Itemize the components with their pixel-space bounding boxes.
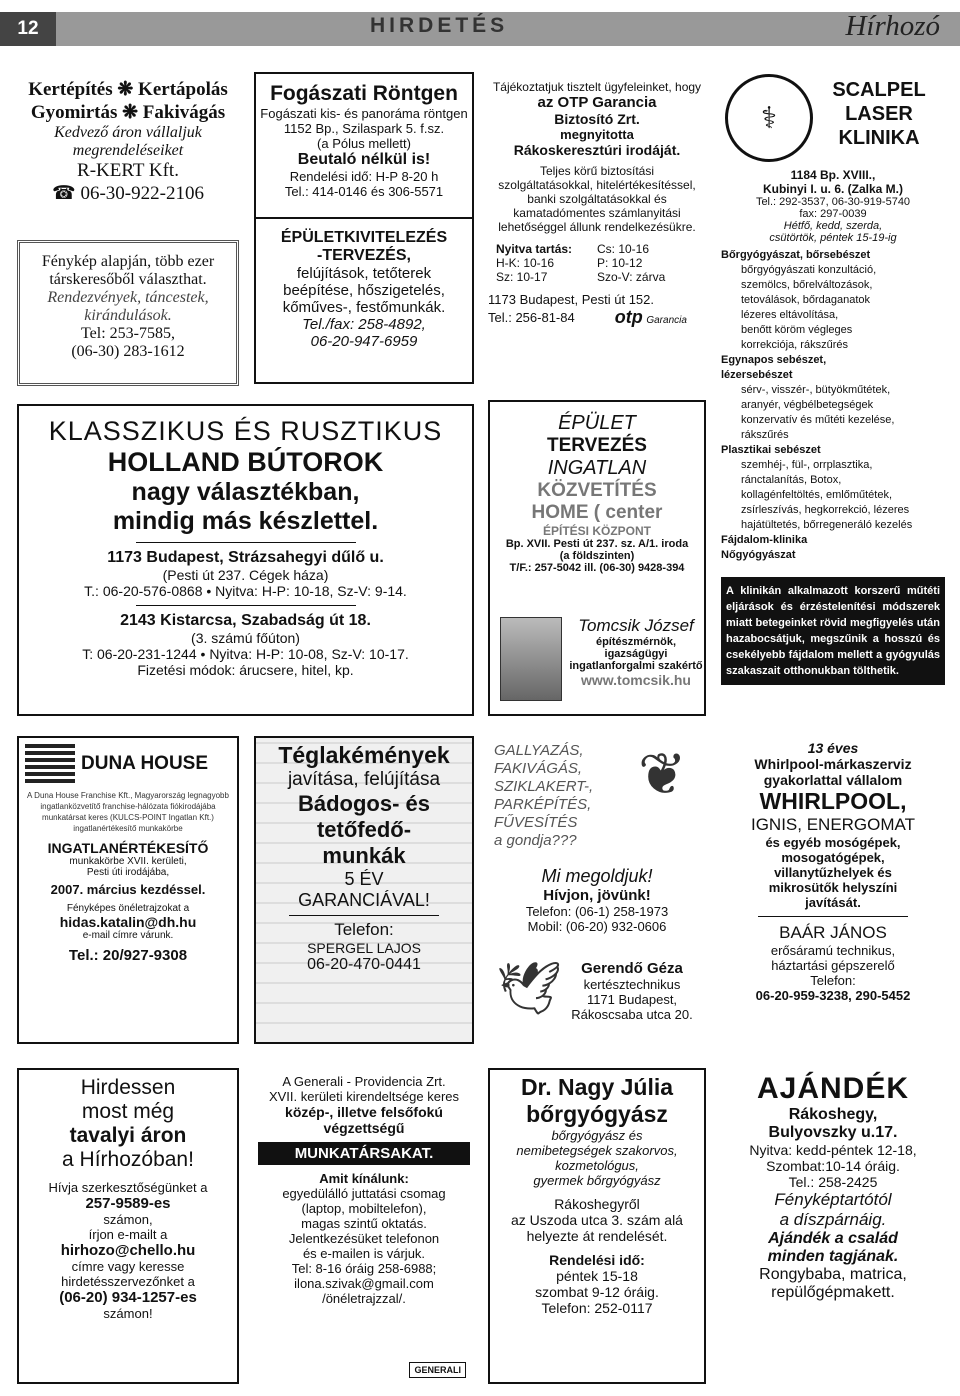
ad-text: nagy választékban, [131, 478, 360, 506]
ad-address: 1171 Budapest, [586, 992, 678, 1007]
ad-title: TERVEZÉS [547, 435, 647, 456]
ad-text: Rendelési idő: H-P 8-20 h [289, 169, 439, 184]
ad-phone: Tel./fax: 258-4892, [302, 316, 426, 333]
ad-text: (3. számú főúton) [191, 630, 300, 646]
ad-text: aranyér, végbélbetegségek [741, 399, 874, 411]
ad-name: Tomcsik József [578, 616, 694, 635]
ad-text: egyedülálló juttatási csomag [282, 1186, 446, 1201]
ad-text: XVII. kerületi kirendeltsége keres [268, 1089, 460, 1104]
ad-text: Fénykép alapján, több ezer [41, 253, 215, 270]
ad-text: FŰVESÍTÉS [494, 814, 578, 831]
ad-text: lehetőséggel állunk rendelkezésükre. [498, 220, 696, 234]
ad-subtitle: Egynapos sebészet, [721, 354, 827, 366]
ad-text: a díszpárnáig. [779, 1210, 887, 1229]
ad-text: (a földszinten) [559, 550, 635, 562]
ad-name: BAÁR JÁNOS [779, 923, 887, 942]
ad-text: igazságügyi [604, 648, 668, 660]
ad-text: 1152 Bp., Szilaspark 5. f.sz. [283, 121, 445, 136]
ad-title: tavalyi áron [69, 1124, 187, 1147]
ad-text: megnyitotta [560, 127, 634, 142]
ad-text: minden tagjának. [767, 1248, 899, 1265]
ad-text: mosogatógépek, [781, 850, 885, 865]
ad-email: ilona.szivak@gmail.com [294, 1276, 434, 1291]
page-number: 12 [0, 12, 56, 46]
ad-text: nemibetegségek szakorvos, [516, 1143, 678, 1158]
clinic-note: A klinikán alkalmazott korszerű műtéti eljárások és érzéstelenítési módszerek miatt betegeinket rövid megfigyelés után hazabocsátjuk, megszűnik a hosszú és csekélyebb fájdalom mellett a gyógyulás szakaszait otthonukban tölthetik. [721, 577, 945, 685]
brand-logo: Hírhozó [845, 10, 940, 42]
ad-text: ingatlanforgalmi szakértő [569, 660, 703, 672]
ad-title: INGATLANÉRTÉKESÍTŐ [47, 840, 209, 856]
ad-text: 13 éves [807, 740, 859, 756]
ad-text: e-mail címre várunk. [82, 930, 174, 941]
ad-title: munkák [322, 843, 406, 868]
ad-text: helyezte át rendelését. [526, 1228, 668, 1244]
ad-text: benőtt köröm végleges [741, 324, 853, 336]
ad-tarskereso [17, 240, 239, 386]
ad-text: ránctalanítás, Botox, [741, 474, 842, 486]
ad-text: társkeresőből választhat. [49, 271, 207, 288]
ad-phone: T/F.: 257-5042 ill. (06-30) 9428-394 [509, 562, 685, 574]
ad-text: munkakörbe XVII. kerületi, [69, 856, 187, 867]
ad-text: Kertápolás [138, 79, 228, 100]
ad-text: mikrosütők helyszíni [768, 880, 898, 895]
ad-text: javítása, felújítása [287, 769, 441, 790]
ad-title: INGATLAN [547, 457, 647, 479]
ad-text: csütörtök, péntek 15-19-ig [769, 232, 897, 244]
ad-otp [488, 72, 706, 384]
ad-address: Bp. XVII. Pesti út 237. sz. A/1. iroda [505, 538, 689, 550]
ad-text: (laptop, mobiltelefon), [301, 1201, 427, 1216]
ad-text: végzettségű [323, 1120, 405, 1136]
ad-phone: 06-20-470-0441 [307, 956, 421, 973]
ad-name: Gerendő Géza [581, 960, 683, 977]
person-photo [500, 617, 562, 701]
ad-text: kertésztechnikus [583, 977, 681, 992]
ad-text: Fényképes önéletrajzokat a [66, 903, 190, 914]
ad-text: Hétfő, kedd, szerda, [783, 220, 883, 232]
ad-text: javítását. [805, 895, 861, 910]
caduceus-icon: ⚕ [760, 101, 778, 135]
ad-whirlpool [721, 736, 945, 1044]
ad-text: Hívjon, jövünk! [543, 887, 651, 904]
ad-duna-house [17, 736, 239, 1044]
ad-title: ÉPÜLET [558, 412, 636, 434]
ad-text: kozmetológus, [555, 1158, 639, 1173]
ad-text: szemölcs, bőrelváltozások, [741, 279, 873, 291]
ad-phone: Tel.: 256-81-84 [488, 310, 575, 325]
ad-email: hirhozo@chello.hu [60, 1242, 196, 1259]
ad-address: 1173 Budapest, Pesti út 152. [488, 292, 654, 307]
ad-hirdessen [17, 1068, 239, 1384]
ad-title: KLINIKA [838, 127, 920, 149]
ad-title: tetőfedő- [316, 817, 412, 842]
ad-phone: Tel: 8-16 óráig 258-6988; [291, 1261, 437, 1276]
ad-subtitle: lézersebészet [721, 369, 793, 381]
ad-text: kirándulások. [84, 307, 172, 324]
ad-text: Szombat:10-14 óráig. [766, 1158, 900, 1174]
ad-title: MUNKATÁRSAKAT. [258, 1142, 470, 1165]
ad-address: Bulyovszky u.17. [768, 1124, 898, 1141]
ad-subtitle: Amit kínálunk: [319, 1171, 409, 1186]
flower-icon: ❋ [122, 102, 139, 123]
ad-title: HOLLAND BÚTOROK [107, 447, 384, 477]
ad-text: Sz: 10-17 [496, 270, 548, 284]
ad-text: GARANCIÁVAL! [298, 890, 430, 910]
ad-text: számon, [103, 1212, 153, 1227]
ad-text: beépítése, hőszigetelés, [283, 282, 445, 299]
ad-text: H-K: 10-16 [496, 256, 555, 270]
ad-text: Fakivágás [142, 102, 226, 123]
generali-logo: GENERALI [409, 1362, 466, 1378]
ad-text: számon! [103, 1306, 153, 1321]
ad-text: Tájékoztatjuk tisztelt ügyfeleinket, hogy [492, 80, 702, 94]
ad-text: Rongybaba, matrica, [759, 1266, 907, 1283]
ad-title: WHIRLPOOL, [759, 788, 907, 814]
ad-text: írjon e-mailt a [88, 1227, 168, 1242]
heron-icon: 🕊 [496, 960, 563, 1018]
ad-text: péntek 15-18 [556, 1268, 638, 1284]
ad-text: gyakorlattal vállalom [763, 772, 903, 788]
ad-title: a Hírhozóban! [62, 1148, 194, 1171]
ad-phone: 06-20-947-6959 [310, 333, 418, 350]
ad-text: gyermek bőrgyógyász [533, 1173, 661, 1188]
ad-text: Rákoshegy, [788, 1106, 878, 1123]
ad-text: P: 10-12 [597, 256, 643, 270]
ad-text: közép-, illetve felsőfokú [285, 1104, 443, 1120]
ad-text: villanytűzhelyek és [774, 865, 892, 880]
ad-teglakemeny [254, 736, 474, 1044]
ad-text: rákszűrés [741, 429, 789, 441]
ad-title: Hirdessen [80, 1076, 176, 1099]
ad-text: banki szolgáltatásokkal és [527, 192, 667, 206]
ad-text: Fizetési módok: árucsere, hitel, kp. [137, 662, 354, 678]
ad-text: A Generali - Providencia Zrt. [282, 1074, 446, 1089]
ad-subtitle: Fájdalom-klinika [721, 534, 808, 546]
opening-hours [488, 242, 706, 284]
ad-text: 5 ÉV [344, 869, 384, 889]
ad-text: magas szintű oktatás. [301, 1216, 427, 1231]
ad-ajandek [721, 1068, 945, 1384]
ad-text: hajátültetés, bőrregeneráló kezelés [741, 519, 913, 531]
ad-title: bőrgyógyász [526, 1101, 668, 1127]
ad-text: lézeres eltávolítása, [741, 309, 839, 321]
ad-text: 2007. március kezdéssel. [50, 882, 206, 897]
ad-rkert [17, 72, 239, 222]
ad-title: AJÁNDÉK [756, 1072, 910, 1105]
ad-text: sérv-, visszér-, bütyökműtétek, [741, 384, 891, 396]
ad-title: Téglakémények [278, 742, 450, 768]
ad-scalpel [721, 72, 945, 716]
ad-text: Nyitva: kedd-péntek 12-18, [749, 1142, 917, 1158]
ad-name: SPERGEL LAJOS [307, 940, 421, 956]
ad-text: Pesti úti irodájába, [86, 867, 170, 878]
duna-house-logo-icon [25, 744, 75, 784]
ad-phone: (06-20) 934-1257-es [59, 1289, 197, 1306]
ad-text: kamatadómentes számlanyitási [513, 206, 681, 220]
ad-phone: (06-30) 283-1612 [71, 343, 185, 360]
ad-gallyazas [488, 736, 706, 1044]
section-title: HIRDETÉS [370, 14, 509, 37]
ad-phone: 06-30-922-2106 [80, 183, 204, 204]
ad-address: 1184 Bp. XVIII., [790, 168, 876, 182]
ad-phone: Telefon: 252-0117 [541, 1300, 653, 1316]
ad-address: Rákoscsaba utca 20. [571, 1007, 693, 1022]
ad-text: felújítások, tetőterek [296, 265, 432, 282]
ad-phone: Tel.: 258-2425 [788, 1174, 878, 1190]
ad-phone: fax: 297-0039 [799, 208, 867, 220]
ad-text: bőrgyógyász és [551, 1128, 643, 1143]
ad-text: és egyéb mosógépek, [765, 835, 901, 850]
ad-title: -TERVEZÉS, [317, 247, 411, 264]
ad-generali [254, 1068, 474, 1384]
ad-phone: Tel: 253-7585, [81, 325, 175, 342]
ad-text: szombat 9-12 óráig. [535, 1284, 659, 1300]
ad-text: és e-mailen is várjuk. [302, 1246, 426, 1261]
ad-title: Biztosító Zrt. [554, 111, 640, 127]
ad-text: erősáramú technikus, [770, 943, 896, 958]
ad-text: konzervatív és műtéti kezelése, [741, 414, 895, 426]
ad-text: korrekciója, rákszűrés [741, 339, 848, 351]
ad-text: Kedvező áron vállaljuk [54, 124, 202, 141]
ad-text: Cs: 10-16 [597, 242, 650, 256]
phone-icon: ☎ [52, 183, 76, 204]
ad-address: 2143 Kistarcsa, Szabadság út 18. [120, 612, 371, 629]
ad-text: Gyomirtás [30, 102, 118, 123]
ad-phone: Tel.: 414-0146 és 306-5571 [284, 184, 444, 199]
ad-text: háztartási gépszerelő [771, 958, 895, 973]
ad-text: címre vagy keresse [71, 1259, 185, 1274]
ad-phone: Tel.: 292-3537, 06-30-919-5740 [755, 196, 911, 208]
ad-subtitle: Nőgyógyászat [721, 549, 796, 561]
ad-title: Dr. Nagy Júlia [520, 1074, 674, 1100]
ad-home-center [488, 400, 706, 716]
ad-text: SZIKLAKERT-, [494, 778, 594, 795]
ad-subtitle: Rendelési idő: [549, 1252, 645, 1268]
ad-text: Fogászati kis- és panoráma röntgen [260, 106, 468, 121]
ad-text: Mi megoldjuk! [541, 866, 653, 886]
ad-text: GALLYAZÁS, [494, 742, 584, 759]
ad-title: ÉPÜLETKIVITELEZÉS [280, 229, 448, 246]
ad-text: kőműves-, festőmunkák. [282, 299, 446, 316]
ad-text: FAKIVÁGÁS, [494, 760, 583, 777]
ad-phone: 06-20-959-3238, 290-5452 [755, 988, 911, 1003]
ad-phone: Tel.: 20/927-9308 [68, 947, 188, 964]
ad-title: Bádogos- és [297, 791, 431, 816]
oak-leaf-icon: ❦ [638, 742, 687, 807]
ad-title: az OTP Garancia [537, 94, 657, 111]
ad-butor [17, 404, 474, 716]
ad-text: Ajándék a család [768, 1230, 898, 1247]
ad-text: Telefon: [810, 973, 856, 988]
ad-title: SCALPEL [832, 79, 926, 101]
ad-phone: Telefon: (06-1) 258-1973 [525, 904, 669, 919]
ad-text: IGNIS, ENERGOMAT [750, 815, 916, 834]
duna-house-logo: DUNA HOUSE [81, 753, 209, 774]
ad-text: megrendeléseiket [72, 142, 184, 159]
ad-company: R-KERT Kft. [77, 160, 179, 181]
ad-text: ÉPÍTÉSI KÖZPONT [542, 524, 651, 538]
flower-icon: ❋ [117, 79, 134, 100]
ad-text: Whirlpool-márkaszerviz [754, 756, 912, 772]
ad-title: KÖZVETÍTÉS [537, 480, 657, 501]
ad-text: hirdetésszervezőnket a [61, 1274, 195, 1289]
ad-text: építészmérnök, [595, 636, 677, 648]
ad-text: Rákoskeresztúri irodáját. [513, 142, 681, 158]
ad-text: mindig más készlettel. [112, 507, 379, 535]
ad-rontgen [254, 72, 474, 384]
ad-subtitle: Bőrgyógyászat, bőrsebészet [721, 249, 871, 261]
ad-text: (a Pólus mellett) [317, 136, 411, 151]
ad-dr-nagy [488, 1068, 706, 1384]
ad-text: Rákoshegyről [554, 1196, 640, 1212]
ad-text: zsírleszívás, hegkorrekció, lézeres [741, 504, 910, 516]
page-header [0, 0, 960, 58]
ad-text: Nyitva tartás: [496, 242, 573, 256]
ad-text: Hívja szerkesztőségünket a [48, 1180, 208, 1195]
ad-text: A Duna House Franchise Kft., Magyarország legnagyobb ingatlanközvetítő franchise-hálózata fiókirodájába munkatársat keres (KULCS-POINT Ingatlan Kft.) ingatlanértékesítő munkakörbe [27, 791, 229, 833]
ad-text: a gondja??? [494, 832, 577, 849]
ad-text: Fényképtartótól [774, 1190, 892, 1209]
ad-website: www.tomcsik.hu [581, 672, 691, 688]
ad-title: LASER [845, 103, 913, 125]
ad-text: Szo-V: zárva [597, 270, 666, 284]
ad-title: most még [81, 1100, 175, 1123]
ad-text: Beutaló nélkül is! [297, 151, 431, 168]
otp-logo: otp Garancia [614, 307, 687, 327]
ad-text: Teljes körű biztosítási [539, 164, 655, 178]
ad-phone: T.: 06-20-576-0868 • Nyitva: H-P: 10-18, Sz-V: 9-14. [84, 583, 407, 599]
ad-text: Telefon: [334, 920, 394, 939]
home-center-logo: HOME ( center [531, 502, 663, 523]
ad-subtitle: Plasztikai sebészet [721, 444, 821, 456]
ad-text: (Pesti út 237. Cégek háza) [162, 567, 329, 583]
ad-text: szemhéj-, fül-, orrplasztika, [741, 459, 873, 471]
ad-phone: 257-9589-es [85, 1195, 171, 1212]
ad-text: kollagénfeltöltés, emlőműtétek, [741, 489, 893, 501]
ad-text: Kertépítés [28, 79, 113, 100]
ad-text: tetoválások, bőrdaganatok [741, 294, 871, 306]
ad-title: Fogászati Röntgen [270, 82, 458, 105]
ad-address: az Uszoda utca 3. szám alá [511, 1212, 683, 1228]
ad-text: bőrgyógyászati konzultáció, [741, 264, 877, 276]
ad-phone: T: 06-20-231-1244 • Nyitva: H-P: 10-08, Sz-V: 10-17. [82, 646, 409, 662]
ad-text: /önéletrajzzal/. [322, 1291, 406, 1306]
ad-text: PARKÉPÍTÉS, [494, 796, 592, 813]
ad-text: repülőgépmakett. [771, 1284, 895, 1301]
ad-phone: Mobil: (06-20) 932-0606 [527, 919, 667, 934]
ad-text: Jelentkezésüket telefonon [288, 1231, 440, 1246]
ad-text: Rendezvények, táncestek, [47, 289, 209, 306]
ad-email: hidas.katalin@dh.hu [59, 914, 197, 930]
ad-text: szolgáltatásokkal, hitelértékesítéssel, [498, 178, 696, 192]
ad-address: 1173 Budapest, Strázsahegyi dűlő u. [107, 549, 384, 566]
scalpel-logo [725, 74, 813, 162]
ad-title: KLASSZIKUS ÉS RUSZTIKUS [48, 416, 443, 446]
ad-address: Kubinyi I. u. 6. (Zalka M.) [762, 182, 903, 196]
